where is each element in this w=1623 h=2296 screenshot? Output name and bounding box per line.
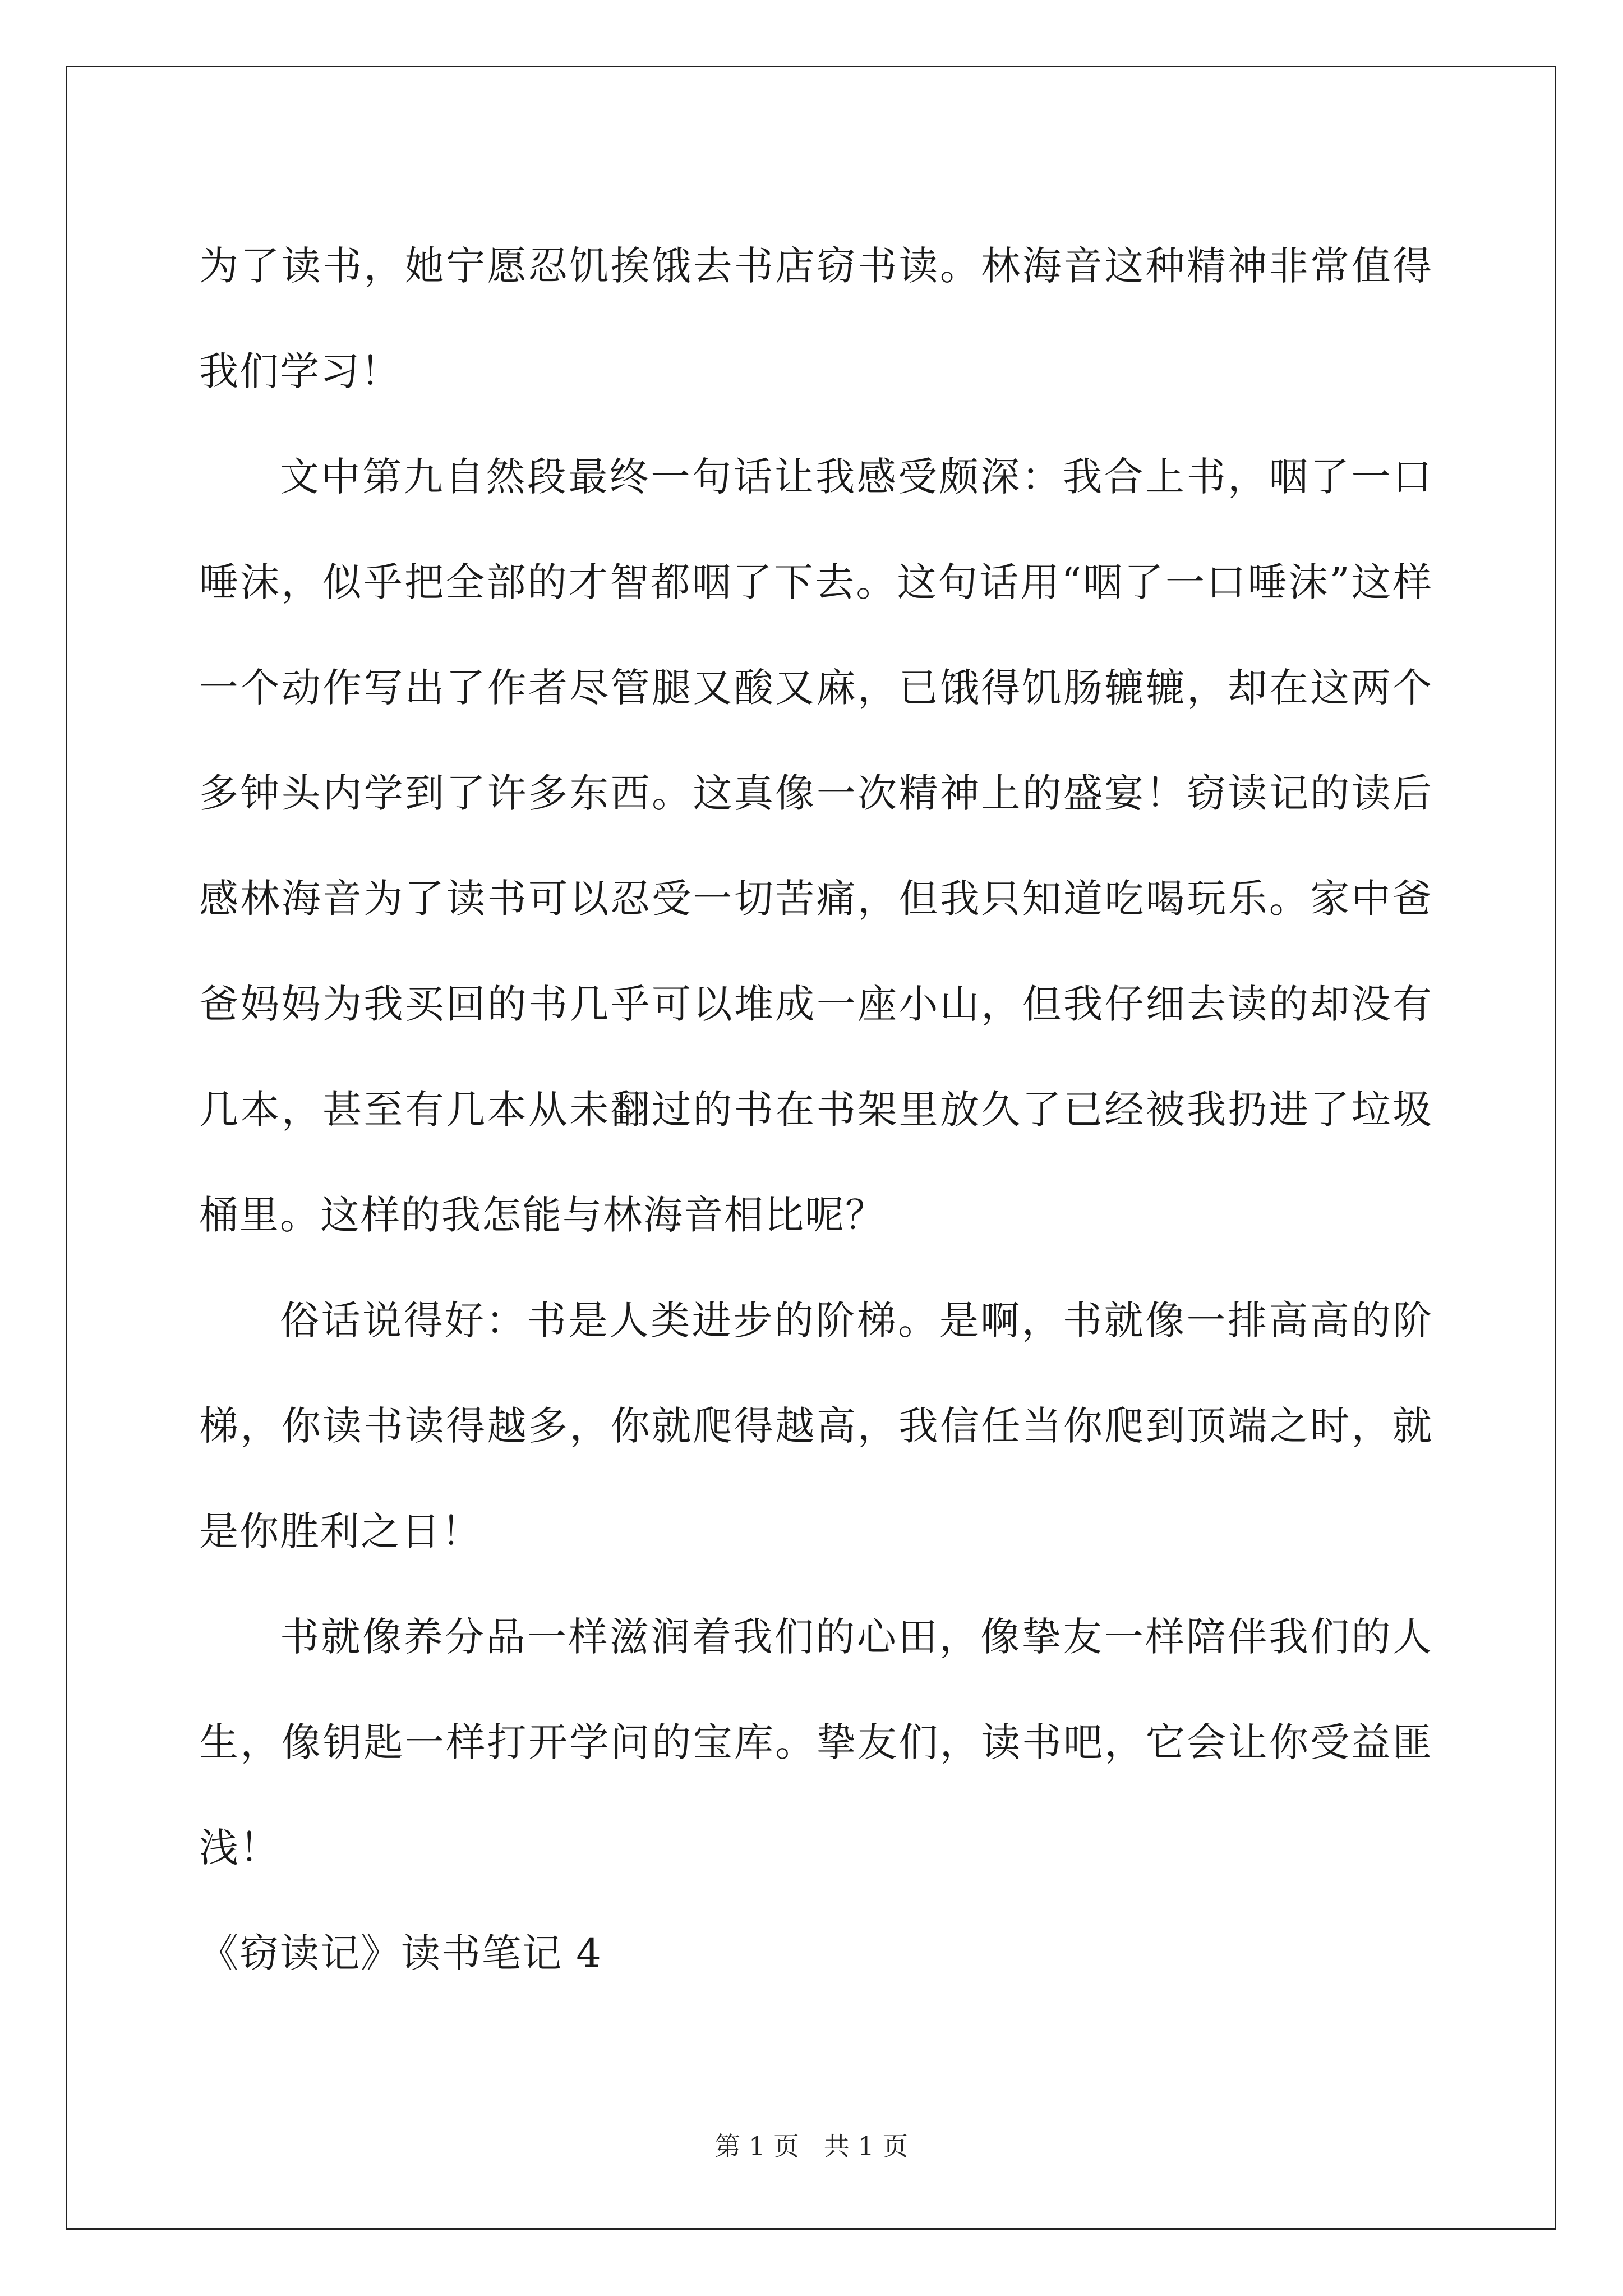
paragraph-2: 文中第九自然段最终一句话让我感受颇深：我合上书，咽了一口唾沫，似乎把全部的才智都咽了下去。这句话用“咽了一口唾沫”这样一个动作写出了作者尽管腿又酸又麻，已饿得饥肠辘辘，却在这两个多钟头内学到了许多东西。这真像一次精神上的盛宴！窃读记的读后感林海音为了读书可以忍受一切苦痛，但我只知道吃喝玩乐。家中爸爸妈妈为我买回的书几乎可以堆成一座小山，但我仔细去读的却没有几本，甚至有几本从未翻过的书在书架里放久了已经被我扔进了垃圾桶里。这样的我怎能与林海音相比呢？ — [199, 454, 1433, 1238]
page-footer: 第 1 页 共 1 页 — [714, 2131, 909, 2161]
section-heading: 《窃读记》读书笔记 4 — [199, 1930, 602, 1976]
paragraph-3: 俗话说得好：书是人类进步的阶梯。是啊，书就像一排高高的阶梯，你读书读得越多，你就爬得越高，我信任当你爬到顶端之时，就是你胜利之日！ — [199, 1297, 1433, 1554]
document-body — [199, 213, 1433, 2006]
paragraph-4: 书就像养分品一样滋润着我们的心田，像挚友一样陪伴我们的人生，像钥匙一样打开学问的宝库。挚友们，读书吧，它会让你受益匪浅！ — [199, 1614, 1433, 1871]
paragraph-1: 为了读书，她宁愿忍饥挨饿去书店窃书读。林海音这种精神非常值得我们学习！ — [199, 243, 1433, 394]
